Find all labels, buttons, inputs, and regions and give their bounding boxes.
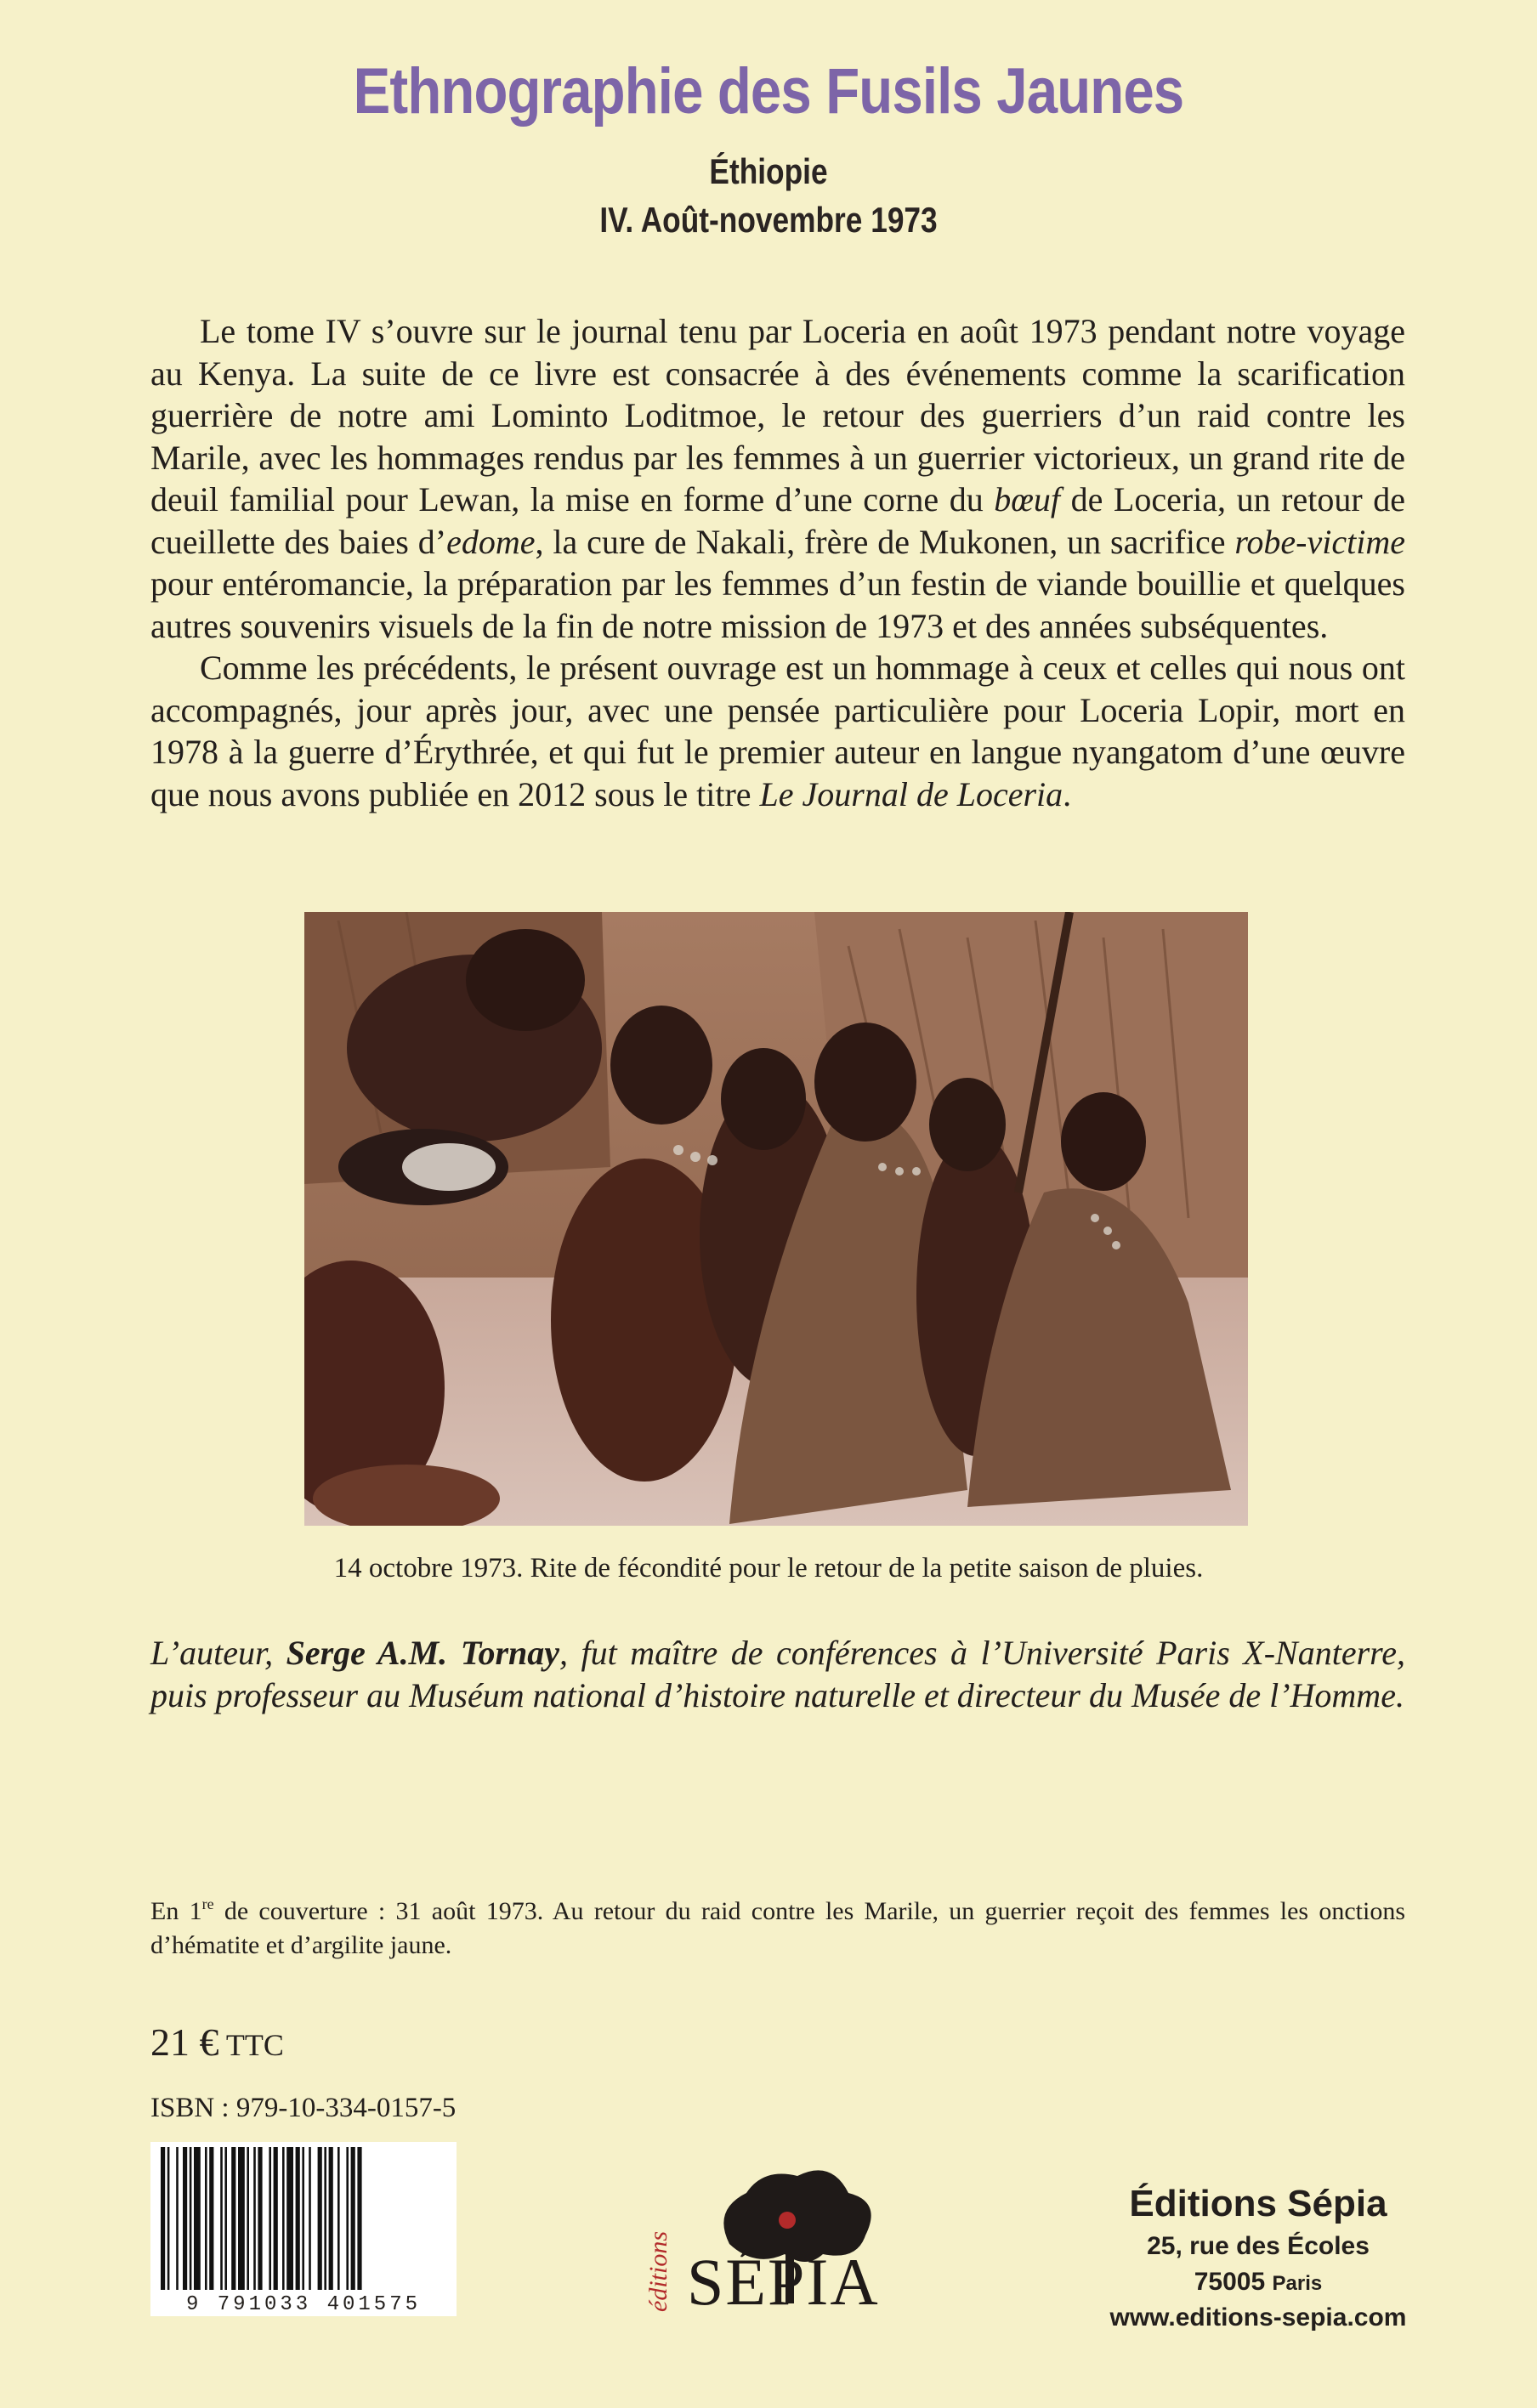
barcode-bar xyxy=(238,2147,245,2290)
text-run: En 1 xyxy=(150,1897,202,1925)
logo-editions-text: éditions xyxy=(644,2231,672,2312)
price-tax: TTC xyxy=(218,2028,284,2062)
barcode-bar xyxy=(282,2147,285,2290)
barcode-bar xyxy=(190,2147,192,2290)
italic-book-title: Le Journal de Loceria xyxy=(759,774,1063,813)
italic-term: bœuf xyxy=(994,480,1061,518)
subtitle-volume: IV. Août-novembre 1973 xyxy=(599,200,938,240)
barcode-bar xyxy=(357,2147,361,2290)
author-name: Serge A.M. Tornay xyxy=(286,1634,560,1672)
barcode-bar xyxy=(337,2147,340,2290)
publisher-city xyxy=(1063,2268,1454,2297)
text-run: L’auteur, xyxy=(150,1634,286,1672)
barcode-bar xyxy=(302,2147,304,2290)
text-run: Le tome IV s’ouvre sur le journal tenu par Loceria en août 1973 pendant notre voyage au Kenya. La suite de ce livre est consacrée à des événements comme la scarification guerrière de notre ami Lominto Loditmoe, le retour des guerriers d’un raid contre les Marile, avec les hommages rendus par les femmes à un guerrier victorieux, un grand rite de deuil familial pour Lewan, la mise en forme d’une corne du xyxy=(150,312,1405,518)
publisher-website: www.editions-sepia.com xyxy=(1109,2303,1407,2332)
subtitle-country: Éthiopie xyxy=(709,151,828,191)
synopsis-paragraph-2 xyxy=(150,647,1405,815)
publisher-name: Éditions Sépia xyxy=(1129,2183,1387,2224)
ritual-photo xyxy=(304,912,1248,1526)
text-run: pour entéromancie, la préparation par les femmes d’un festin de viande bouillie et quelques autres souvenirs visuels de la fin de notre mission de 1973 et des années subséquentes. xyxy=(150,564,1405,645)
italic-term: robe-victime xyxy=(1234,522,1405,561)
barcode-bar xyxy=(351,2147,355,2290)
synopsis-paragraph-1 xyxy=(150,310,1405,647)
text-run: , fut maître de conférences à l’Université Paris X-Nanterre, puis professeur au Muséum national d’histoire naturelle et directeur du Musée de l’Homme. xyxy=(150,1634,1405,1714)
logo-wordmark: SÉPIA xyxy=(687,2245,880,2319)
postcode: 75005 xyxy=(1194,2268,1273,2296)
barcode-bar xyxy=(318,2147,322,2290)
barcode-bar xyxy=(224,2147,227,2290)
barcode-bar xyxy=(329,2147,333,2290)
text-run: Comme les précédents, le présent ouvrage est un hommage à ceux et celles qui nous ont accompagnés, jour après jour, avec une pensée particulière pour Loceria Lopir, mort en 1978 à la guerre d’Érythrée, et qui fut le premier auteur en langue nyangatom d’une œuvre que nous avons publiée en 2012 sous le titre xyxy=(150,649,1405,813)
barcode-bar xyxy=(205,2147,207,2290)
barcode-bar xyxy=(167,2147,170,2290)
price xyxy=(150,2020,284,2065)
barcode-bar xyxy=(286,2147,293,2290)
barcode-digits: 9 791033 401575 xyxy=(150,2293,457,2316)
barcode xyxy=(150,2142,457,2310)
barcode-bar xyxy=(231,2147,235,2290)
isbn: ISBN : 979-10-334-0157-5 xyxy=(150,2093,457,2123)
ordinal-suffix: re xyxy=(201,1895,214,1912)
barcode-bar xyxy=(346,2147,349,2290)
text-run: de couverture : 31 août 1973. Au retour du raid contre les Marile, un guerrier reçoit des femmes les onctions d’hématite et d’argilite jaune. xyxy=(150,1897,1406,1959)
synopsis-text xyxy=(150,310,1405,815)
author-note xyxy=(150,1632,1405,1717)
text-run: , la cure de Nakali, frère de Mukonen, un sacrifice xyxy=(535,522,1235,561)
price-amount: 21 € xyxy=(150,2020,219,2064)
text-run: . xyxy=(1063,774,1072,813)
cover-note xyxy=(150,1887,1405,1963)
city: Paris xyxy=(1272,2272,1323,2295)
book-title: Ethnographie des Fusils Jaunes xyxy=(353,55,1184,127)
barcode-bar xyxy=(269,2147,271,2290)
barcode-bar xyxy=(183,2147,187,2290)
barcode-bar xyxy=(161,2147,165,2290)
barcode-bar xyxy=(274,2147,278,2290)
barcode-bar xyxy=(253,2147,256,2290)
barcode-bar xyxy=(324,2147,326,2290)
publisher-address: 25, rue des Écoles xyxy=(1147,2232,1370,2260)
photo-caption: 14 octobre 1973. Rite de fécondité pour le retour de la petite saison de pluies. xyxy=(333,1553,1204,1584)
barcode-bar xyxy=(296,2147,300,2290)
italic-term: edome xyxy=(446,522,536,561)
barcode-bar xyxy=(220,2147,223,2290)
barcode-bar xyxy=(247,2147,249,2290)
barcode-bar xyxy=(209,2147,213,2290)
barcode-bars xyxy=(150,2142,457,2293)
barcode-bar xyxy=(309,2147,311,2290)
text-run: de Loceria, un retour de cueillette des baies d’ xyxy=(150,480,1405,561)
barcode-bar xyxy=(176,2147,179,2290)
barcode-bar xyxy=(194,2147,201,2290)
barcode-bar xyxy=(258,2147,262,2290)
